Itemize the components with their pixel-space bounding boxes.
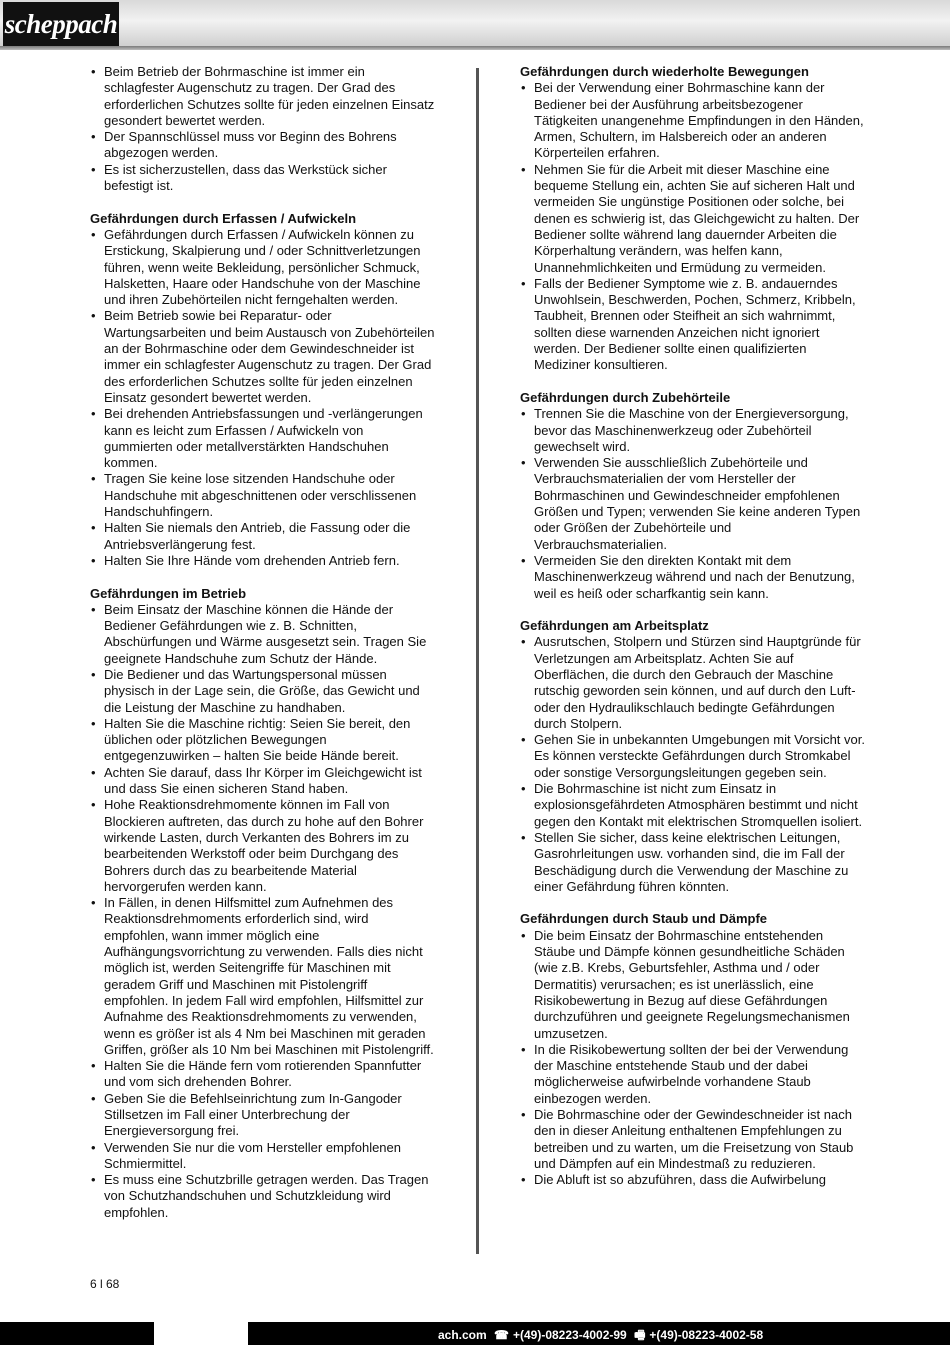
list-item: • Halten Sie die Hände fern vom rotierenden Spannfutter und vom sich drehenden Bohrer.	[90, 1058, 435, 1091]
list-item: • Die Bohrmaschine ist nicht zum Einsatz in explosionsgefährdeten Atmosphären bestimmt und nicht gegen den Kontakt mit elektrischen Stromquellen isoliert.	[520, 781, 865, 830]
list-item: • Bei der Verwendung einer Bohrmaschine kann der Bediener bei der Ausführung arbeitsbezogener Tätigkeiten unangenehme Empfindungen in den Händen, Armen, Schultern, im Halsbereich oder an anderen Körperteilen erfahren.	[520, 80, 865, 161]
section-heading: Gefährdungen durch Zubehörteile	[520, 389, 731, 405]
list-item: • Trennen Sie die Maschine von der Energieversorgung, bevor das Maschinenwerkzeug oder Zubehörteil gewechselt wird.	[520, 406, 865, 455]
list-item: • Beim Betrieb der Bohrmaschine ist immer ein schlagfester Augenschutz zu tragen. Der Grad des erforderlichen Schutzes sollte für jeden einzelnen Einsatz gesondert bewertet werden.	[90, 64, 435, 129]
list-item: • Der Spannschlüssel muss vor Beginn des Bohrens abgezogen werden.	[90, 129, 435, 162]
section	[90, 211, 435, 570]
list-item: • Tragen Sie keine lose sitzenden Handschuhe oder Handschuhe mit abgeschnittenen oder verschlissenen Handschuhfingern.	[90, 471, 435, 520]
section-heading: Gefährdungen am Arbeitsplatz	[520, 618, 709, 634]
page-header	[0, 0, 950, 46]
footer-contact	[438, 1326, 767, 1347]
list-item: • Nehmen Sie für die Arbeit mit dieser Maschine eine bequeme Stellung ein, achten Sie auf sicheren Halt und vermeiden Sie ungünstige Positionen oder solche, bei denen es schwierig ist, das Gleichgewicht zu halten. Der Bediener sollte während lang dauernder Arbeiten die Körperhaltung verändern, was helfen kann, Unannehmlichkeiten und Ermüdung zu vermeiden.	[520, 162, 865, 276]
list-item: • In Fällen, in denen Hilfsmittel zum Aufnehmen des Reaktionsdrehmoments erforderlich sind, wird empfohlen, wann immer möglich eine Aufhängungsvorrichtung zu verwenden. Falls dies nicht möglich ist, werden Seitengriffe für Maschinen mit geradem Griff und Maschinen mit Pistolengriff empfohlen. In jedem Fall wird empfohlen, Hilfsmittel zur Aufnahme des Reaktionsdrehmoments zu verwenden, wenn es größer ist als 4 Nm bei Maschinen mit geraden Griffen, größer als 10 Nm bei Maschinen mit Pistolengriff.	[90, 895, 435, 1058]
bullet-list	[520, 928, 865, 1189]
footer-phone: +(49)-08223-4002-99	[512, 1328, 627, 1342]
list-item: • Bei drehenden Antriebsfassungen und -verlängerungen kann es leicht zum Erfassen / Aufwickeln von gummierten oder metallverstärkten Handschuhen kommen.	[90, 406, 435, 471]
fax-icon: 🖷	[634, 1328, 646, 1342]
footer-white-block	[154, 1322, 248, 1345]
list-item: • Halten Sie niemals den Antrieb, die Fassung oder die Antriebsverlängerung fest.	[90, 520, 435, 553]
list-item: • Beim Einsatz der Maschine können die Hände der Bediener Gefährdungen wie z. B. Schnitten, Abschürfungen und Wärme ausgesetzt sein. Tragen Sie geeignete Handschuhe zum Schutz der Hände.	[90, 602, 435, 667]
list-item: • Verwenden Sie ausschließlich Zubehörteile und Verbrauchsmaterialien der vom Hersteller der Bohrmaschinen und Gewindeschneider empfohlenen Größen und Typen; verwenden Sie keine anderen Typen oder Größen der Zubehörteile und Verbrauchsmaterialien.	[520, 455, 865, 553]
list-item: • In die Risikobewertung sollten der bei der Verwendung der Maschine entstehende Staub und der dabei möglicherweise aufwirbelnde vorhandene Staub einbezogen werden.	[520, 1042, 865, 1107]
phone-icon: ☎	[494, 1328, 509, 1342]
bullet-list	[520, 406, 865, 602]
section-heading: Gefährdungen durch Erfassen / Aufwickeln	[90, 210, 357, 226]
list-item: • Die Abluft ist so abzuführen, dass die Aufwirbelung	[520, 1172, 865, 1188]
section-heading: Gefährdungen im Betrieb	[90, 585, 247, 601]
list-item: • Beim Betrieb sowie bei Reparatur- oder Wartungsarbeiten und beim Austausch von Zubehörteilen an der Bohrmaschine oder dem Gewindeschneider ist immer ein schlagfester Augenschutz zu tragen. Der Grad des erforderlichen Schutzes sollte für jeden einzelnen Einsatz gesondert bewertet werden.	[90, 308, 435, 406]
list-item: • Vermeiden Sie den direkten Kontakt mit dem Maschinenwerkzeug während und nach der Benutzung, weil es heiß oder scharfkantig sein kann.	[520, 553, 865, 602]
list-item: • Hohe Reaktionsdrehmomente können im Fall von Blockieren auftreten, das durch zu hohe auf den Bohrer wirkende Lasten, durch Verkanten des Bohrers im zu bearbeitenden Werkstoff oder beim Durchgang des Bohrers durch das zu bearbeitende Material hervorgerufen werden kann.	[90, 797, 435, 895]
list-item: • Stellen Sie sicher, dass keine elektrischen Leitungen, Gasrohrleitungen usw. vorhanden sind, die im Fall der Beschädigung durch die Verwendung der Maschine zu einer Gefährdung führen könnten.	[520, 830, 865, 895]
right-column	[520, 64, 865, 1205]
list-item: • Gefährdungen durch Erfassen / Aufwickeln können zu Erstickung, Skalpierung und / oder Schnittverletzungen führen, wenn weite Bekleidung, persönlicher Schmuck, Halsketten, Haare oder Handschuhe von der Maschine und ihren Zubehörteilen nicht ferngehalten werden.	[90, 227, 435, 308]
column-divider	[476, 68, 479, 1254]
bullet-list	[520, 80, 865, 373]
section-heading: Gefährdungen durch Staub und Dämpfe	[520, 911, 768, 927]
brand-logo: scheppach	[3, 2, 119, 46]
list-item: • Gehen Sie in unbekannten Umgebungen mit Vorsicht vor. Es können versteckte Gefährdungen durch Stromkabel oder sonstige Versorgungsleitungen gegeben sein.	[520, 732, 865, 781]
list-item: • Ausrutschen, Stolpern und Stürzen sind Hauptgründe für Verletzungen am Arbeitsplatz. Achten Sie auf Oberflächen, die durch den Gebrauch der Maschine rutschig geworden sein können, und auf durch den Luft- oder den Hydraulikschlauch bedingte Gefährdungen durch Stolpern.	[520, 634, 865, 732]
section-heading: Gefährdungen durch wiederholte Bewegungen	[520, 64, 809, 79]
list-item: • Verwenden Sie nur die vom Hersteller empfohlenen Schmiermittel.	[90, 1140, 435, 1173]
bullet-list	[90, 602, 435, 1221]
page-number: 6 l 68	[90, 1277, 120, 1291]
list-item: • Achten Sie darauf, dass Ihr Körper im Gleichgewicht ist und dass Sie einen sicheren Stand haben.	[90, 765, 435, 798]
list-item: • Falls der Bediener Symptome wie z. B. andauerndes Unwohlsein, Beschwerden, Pochen, Schmerz, Kribbeln, Taubheit, Brennen oder Steifheit an sich wahrnimmt, sollten diese warnenden Anzeichen nicht ignoriert werden. Der Bediener sollte einen qualifizierten Mediziner konsultieren.	[520, 276, 865, 374]
section	[90, 586, 435, 1222]
section	[520, 390, 865, 602]
header-rule	[0, 46, 950, 50]
list-item: • Es ist sicherzustellen, dass das Werkstück sicher befestigt ist.	[90, 162, 435, 195]
bullet-list	[90, 227, 435, 569]
bullet-list	[520, 634, 865, 895]
section	[520, 618, 865, 895]
footer-web: ach.com	[438, 1328, 487, 1342]
section	[90, 64, 435, 194]
list-item: • Es muss eine Schutzbrille getragen werden. Das Tragen von Schutzhandschuhen und Schutzkleidung wird empfohlen.	[90, 1172, 435, 1221]
list-item: • Geben Sie die Befehlseinrichtung zum In-Gangoder Stillsetzen im Fall einer Unterbrechung der Energieversorgung frei.	[90, 1091, 435, 1140]
list-item: • Halten Sie die Maschine richtig: Seien Sie bereit, den üblichen oder plötzlichen Bewegungen entgegenzuwirken – halten Sie beide Hände bereit.	[90, 716, 435, 765]
left-column	[90, 64, 435, 1237]
list-item: • Halten Sie Ihre Hände vom drehenden Antrieb fern.	[90, 553, 435, 569]
list-item: • Die beim Einsatz der Bohrmaschine entstehenden Stäube und Dämpfe können gesundheitliche Schäden (wie z.B. Krebs, Geburtsfehler, Asthma und / oder Dermatitis) verursachen; es ist unerlässlich, eine Risikobewertung in Bezug auf diese Gefährdungen durchzuführen und geeignete Regelungsmechanismen umzusetzen.	[520, 928, 865, 1042]
section	[520, 64, 865, 374]
footer-fax: +(49)-08223-4002-58	[649, 1328, 764, 1342]
list-item: • Die Bediener und das Wartungspersonal müssen physisch in der Lage sein, die Größe, das Gewicht und die Leistung der Maschine zu handhaben.	[90, 667, 435, 716]
bullet-list	[90, 64, 435, 194]
section	[520, 911, 865, 1188]
list-item: • Die Bohrmaschine oder der Gewindeschneider ist nach den in dieser Anleitung enthaltenen Empfehlungen zu betreiben und zu warten, um die Freisetzung von Staub und Dämpfen auf ein Mindestmaß zu reduzieren.	[520, 1107, 865, 1172]
